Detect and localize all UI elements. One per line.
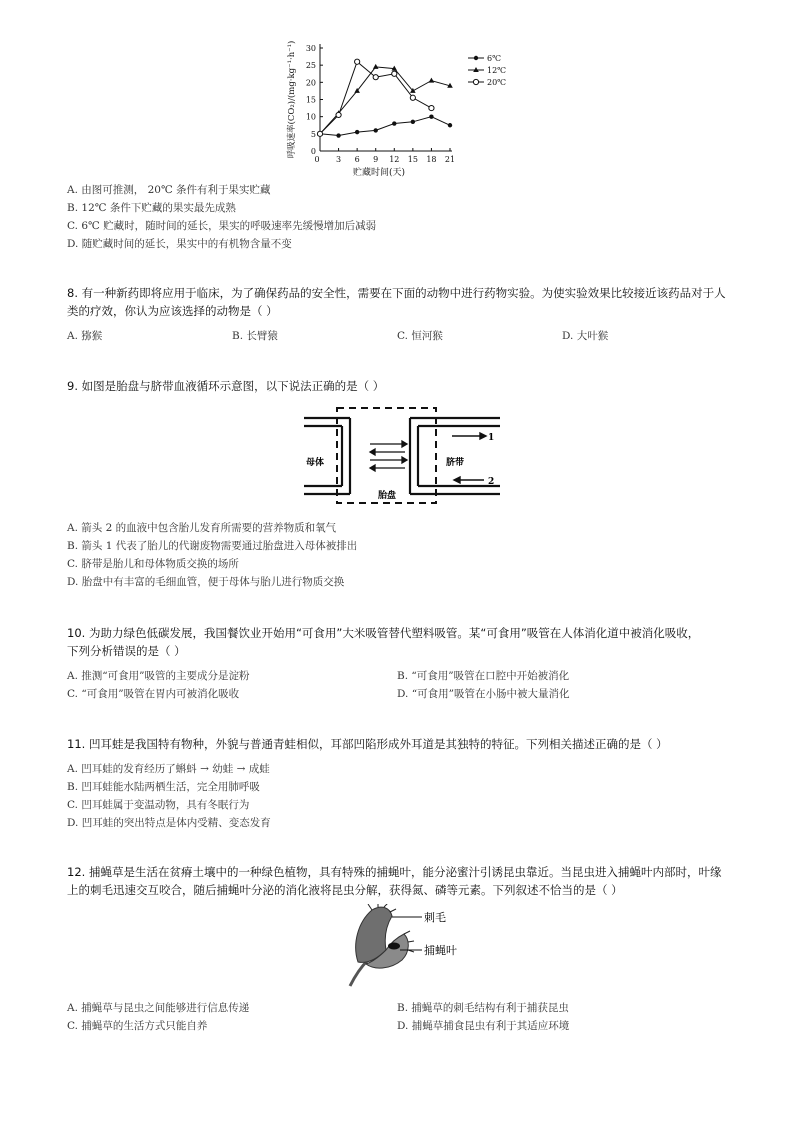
y-tick-label: 25 [305,61,316,71]
placenta-label: 胎盘 [378,491,397,501]
y-tick-label: 10 [305,112,316,122]
q9-option-d: D. 胎盘中有丰富的毛细血管，便于母体与胎儿进行物质交换 [67,576,345,588]
trap-leaf-label: 捕蝇叶 [424,944,457,957]
q8-option-d: D. 大叶猴 [562,330,609,342]
q11-option-a: A. 凹耳蛙的发育经历了蝌蚪 → 幼蛙 → 成蛙 [67,763,270,775]
legend-label-0: 6℃ [487,54,502,63]
series-line-1 [320,67,450,134]
series-point-20c [410,95,415,100]
x-tick-label: 9 [373,155,379,164]
respiration-chart [280,36,520,184]
umbilical-label: 脐带 [446,458,465,468]
arrow-1 [452,433,486,439]
q10-stem-line1: 10. 为助力绿色低碳发展，我国餐饮业开始用“可食用”大米吸管替代塑料吸管。某“可食用”吸管在人体消化道中被消化吸收， [67,626,700,640]
y-tick-label: 15 [305,95,316,105]
q7-option-a: A. 由图可推测， 20℃ 条件有利于果实贮藏 [67,184,271,196]
series-point-6c [448,123,452,127]
q12-stem-line2: 上的刺毛迅速交互咬合，随后捕蝇叶分泌的消化液将昆虫分解，获得氮、磷等元素。下列叙述不恰当的是（ ） [67,883,623,897]
bristle-label: 刺毛 [424,911,446,924]
legend-label-2: 20℃ [487,78,507,87]
x-tick-label: 6 [354,155,360,164]
series-point-20c [392,71,397,76]
x-axis-label: 贮藏时间(天) [352,168,406,178]
y-tick-label: 20 [305,78,316,88]
series-point-6c [374,128,378,132]
series-point-12c [429,78,435,83]
mother-vessel [304,418,350,494]
series-line-0 [320,117,450,136]
q10-stem-line2: 下列分析错误的是（ ） [67,644,186,658]
x-tick-label: 18 [426,155,437,164]
legend-label-1: 12℃ [487,66,507,75]
q12-option-c: C. 捕蝇草的生活方式只能自养 [67,1020,208,1032]
series-point-20c [373,75,378,80]
series-point-6c [429,114,433,118]
venus-flytrap-image [338,904,468,988]
series-point-20c [336,112,341,117]
q11-option-b: B. 凹耳蛙能水陆两栖生活，完全用肺呼吸 [67,781,260,793]
q12-stem-line1: 12. 捕蝇草是生活在贫瘠土壤中的一种绿色植物，具有特殊的捕蝇叶，能分泌蜜汁引诱昆虫靠近。当昆虫进入捕蝇叶内部时，叶缘 [67,865,722,879]
q7-option-b: B. 12℃ 条件下贮藏的果实最先成熟 [67,202,236,214]
q8-option-a: A. 猕猴 [67,330,103,342]
mother-label: 母体 [306,458,325,468]
placenta-dashed-box [337,408,436,503]
y-tick-label: 0 [310,147,316,156]
y-tick-label: 5 [310,129,316,139]
arrow-2 [454,477,484,483]
q10-option-a: A. 推测“可食用”吸管的主要成分是淀粉 [67,670,250,682]
q8-stem-line1: 8. 有一种新药即将应用于临床，为了确保药品的安全性，需要在下面的动物中进行药物实验。为使实验效果比较接近该药品对于人 [67,286,726,300]
arrow-2-label: 2 [488,477,495,487]
exchange-arrows [370,441,407,471]
q7-option-c: C. 6℃ 贮藏时，随时间的延长，果实的呼吸速率先缓慢增加后减弱 [67,220,377,232]
q12-option-a: A. 捕蝇草与昆虫之间能够进行信息传递 [67,1002,250,1014]
q11-option-c: C. 凹耳蛙属于变温动物，具有冬眠行为 [67,799,250,811]
series-point-6c [336,133,340,137]
series-point-6c [392,121,396,125]
x-tick-label: 21 [444,155,456,164]
q8-stem-line2: 类的疗效，你认为应该选择的动物是（ ） [67,304,278,318]
q9-option-a: A. 箭头 2 的血液中包含胎儿发育所需要的营养物质和氧气 [67,522,337,534]
q12-option-d: D. 捕蝇草捕食昆虫有利于其适应环境 [397,1020,570,1032]
x-tick-label: 15 [407,155,418,164]
q8-option-c: C. 恒河猴 [397,330,443,342]
series-point-20c [429,105,434,110]
series-point-20c [317,131,322,136]
legend-marker [474,56,478,60]
q10-option-c: C. “可食用”吸管在胃内可被消化吸收 [67,688,240,700]
x-tick-label: 12 [389,155,400,164]
arrow-1-label: 1 [488,433,495,443]
q11-stem: 11. 凹耳蛙是我国特有物种，外貌与普通青蛙相似，耳部凹陷形成外耳道是其独特的特征。下列相关描述正确的是（ ） [67,737,668,751]
x-tick-label: 3 [336,155,342,164]
series-point-6c [411,120,415,124]
y-axis-label: 呼吸速率(CO₂)/(mg·kg⁻¹·h⁻¹) [287,40,297,159]
q9-option-b: B. 箭头 1 代表了胎儿的代谢废物需要通过胎盘进入母体被排出 [67,540,358,552]
x-origin-label: 0 [314,155,320,164]
q7-option-d: D. 随贮藏时间的延长，果实中的有机物含量不变 [67,238,292,250]
y-tick-label: 30 [305,44,316,53]
q10-option-b: B. “可食用”吸管在口腔中开始被消化 [397,670,570,682]
q9-option-c: C. 脐带是胎儿和母体物质交换的场所 [67,558,239,570]
fetal-vessel [410,418,500,494]
q11-option-d: D. 凹耳蛙的突出特点是体内受精、变态发育 [67,817,271,829]
legend-marker [473,79,478,84]
series-point-20c [355,59,360,64]
q8-option-b: B. 长臂猿 [232,330,278,342]
series-point-6c [355,130,359,134]
q9-stem: 9. 如图是胎盘与脐带血液循环示意图，以下说法正确的是（ ） [67,379,385,393]
q12-option-b: B. 捕蝇草的刺毛结构有利于捕获昆虫 [397,1002,569,1014]
placenta-diagram [300,404,504,508]
series-point-12c [373,64,379,69]
q10-option-d: D. “可食用”吸管在小肠中被大量消化 [397,688,570,700]
